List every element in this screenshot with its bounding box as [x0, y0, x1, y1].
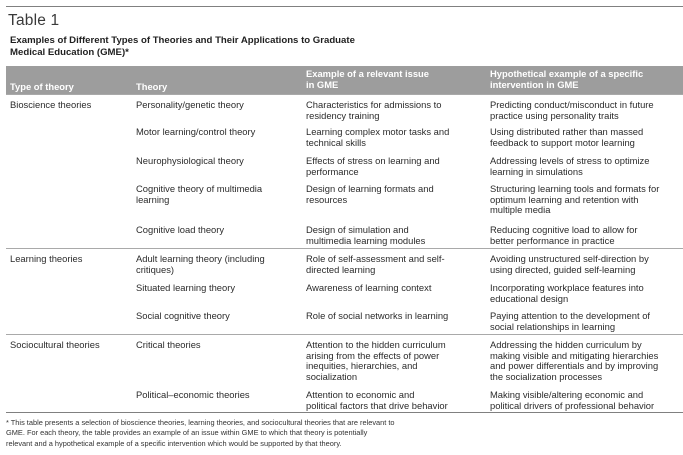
bottom-rule [6, 412, 683, 413]
cell-line: social relationships in learning [490, 320, 616, 332]
caption-line: Examples of Different Types of Theories and Their Applications to Graduate [10, 35, 355, 46]
intervention-cell [490, 156, 649, 177]
table-row [6, 95, 683, 122]
cell-line: Adult learning theory (including [136, 253, 265, 264]
cell-line: Role of social networks in learning [306, 310, 449, 321]
issue-cell [306, 283, 431, 294]
cell-line: Design of simulation and [306, 224, 409, 235]
cell-line: Making visible/altering economic and [490, 389, 644, 400]
cell-line: resources [306, 193, 348, 205]
cell-line: feedback to support motor learning [490, 136, 635, 148]
issue-cell [306, 340, 446, 382]
intervention-cell [490, 340, 658, 382]
theory-cell [136, 254, 265, 275]
issue-cell [306, 225, 425, 246]
cell-line: Incorporating workplace features into [490, 282, 644, 293]
intervention-cell [490, 184, 659, 216]
issue-cell [306, 390, 448, 411]
table-row [6, 179, 683, 220]
cell-line: multiple media [490, 204, 551, 216]
header-line: Example of a relevant issue [306, 68, 429, 79]
table-row [6, 151, 683, 179]
table-caption [10, 35, 480, 58]
intervention-cell [490, 283, 644, 304]
header-type-of-theory: Type of theory [10, 81, 74, 92]
header-line: intervention in GME [490, 78, 579, 90]
issue-cell [306, 254, 445, 275]
table-label: Table 1 [8, 12, 60, 29]
theories-table [6, 66, 683, 415]
cell-line: Learning complex motor tasks and [306, 126, 450, 137]
header-example-issue [306, 69, 429, 90]
cell-line: Avoiding unstructured self-direction by [490, 253, 649, 264]
cell-line: Cognitive theory of multimedia [136, 183, 263, 194]
table-row [6, 278, 683, 306]
theory-cell [136, 311, 230, 322]
cell-line: Personality/genetic theory [136, 99, 244, 110]
cell-line: critiques) [136, 263, 175, 275]
issue-cell [306, 184, 434, 205]
header-hypothetical-intervention [490, 69, 643, 90]
cell-line: directed learning [306, 263, 376, 275]
table-row [6, 385, 683, 415]
theory-cell [136, 283, 235, 294]
type-of-theory-cell: Sociocultural theories [10, 339, 100, 350]
footnote [6, 418, 466, 449]
cell-line: Motor learning/control theory [136, 126, 256, 137]
cell-line: making visible and mitigating hierarchies [490, 349, 659, 361]
intervention-cell [490, 127, 643, 148]
footnote-line: * This table presents a selection of bioscience theories, learning theories, and sociocultural theories that are relevant to [6, 418, 395, 427]
table-row [6, 122, 683, 151]
cell-line: Role of self-assessment and self- [306, 253, 445, 264]
cell-line: Situated learning theory [136, 282, 236, 293]
cell-line: Reducing cognitive load to allow for [490, 224, 638, 235]
table-group [6, 94, 683, 248]
cell-line: learning [136, 193, 170, 205]
table-group [6, 334, 683, 415]
header-line: Hypothetical example of a specific [490, 68, 644, 79]
table-row [6, 220, 683, 248]
type-of-theory-cell: Learning theories [10, 253, 83, 264]
cell-line: political drivers of professional behavior [490, 399, 655, 411]
cell-line: technical skills [306, 136, 366, 148]
table-group [6, 248, 683, 334]
cell-line: Using distributed rather than massed [490, 126, 644, 137]
cell-line: multimedia learning modules [306, 234, 426, 246]
intervention-cell [490, 100, 654, 121]
cell-line: better performance in practice [490, 234, 615, 246]
cell-line: Design of learning formats and [306, 183, 434, 194]
cell-line: the socialization processes [490, 370, 603, 382]
intervention-cell [490, 311, 650, 332]
header-theory: Theory [136, 81, 168, 92]
table-row [6, 306, 683, 334]
cell-line: Structuring learning tools and formats for [490, 183, 660, 194]
cell-line: Predicting conduct/misconduct in future [490, 99, 654, 110]
cell-line: Awareness of learning context [306, 282, 432, 293]
footnote-line: relevant and a hypothetical example of a specific intervention which would be supported by that theory. [6, 438, 342, 448]
cell-line: learning in simulations [490, 165, 583, 177]
theory-cell [136, 390, 250, 401]
intervention-cell [490, 390, 654, 411]
issue-cell [306, 100, 441, 121]
cell-line: Cognitive load theory [136, 224, 225, 235]
cell-line: Neurophysiological theory [136, 155, 244, 166]
cell-line: Social cognitive theory [136, 310, 230, 321]
cell-line: residency training [306, 109, 380, 121]
issue-cell [306, 311, 448, 322]
theory-cell [136, 184, 262, 205]
top-rule [6, 6, 683, 7]
cell-line: Critical theories [136, 339, 201, 350]
cell-line: practice using personality traits [490, 109, 619, 121]
cell-line: inequities, hierarchies, and [306, 360, 418, 372]
theory-cell [136, 225, 224, 236]
cell-line: Political–economic theories [136, 389, 250, 400]
footnote-line: GME. For each theory, the table provides an example of an issue within GME to which that theory is potentially [6, 428, 368, 438]
cell-line: socialization [306, 370, 358, 382]
cell-line: using directed, guided self-learning [490, 263, 636, 275]
intervention-cell [490, 254, 649, 275]
issue-cell [306, 127, 449, 148]
cell-line: Addressing the hidden curriculum by [490, 339, 642, 350]
cell-line: optimum learning and retention with [490, 193, 639, 205]
cell-line: Paying attention to the development of [490, 310, 651, 321]
theory-cell [136, 100, 244, 111]
cell-line: Effects of stress on learning and [306, 155, 440, 166]
theory-cell [136, 156, 244, 167]
caption-line: Medical Education (GME)* [10, 46, 129, 58]
issue-cell [306, 156, 440, 177]
cell-line: Attention to economic and [306, 389, 415, 400]
table-header [6, 66, 683, 94]
cell-line: and power differentials and by improving [490, 360, 659, 372]
table-row [6, 249, 683, 278]
cell-line: educational design [490, 292, 569, 304]
cell-line: Characteristics for admissions to [306, 99, 442, 110]
header-line: in GME [306, 78, 339, 90]
table-row [6, 335, 683, 385]
type-of-theory-cell: Bioscience theories [10, 99, 92, 110]
theory-cell [136, 127, 255, 138]
theory-cell [136, 340, 201, 351]
cell-line: Attention to the hidden curriculum [306, 339, 446, 350]
table-body [6, 94, 683, 415]
cell-line: arising from the effects of power [306, 349, 440, 361]
intervention-cell [490, 225, 637, 246]
cell-line: performance [306, 165, 359, 177]
cell-line: political factors that drive behavior [306, 399, 448, 411]
cell-line: Addressing levels of stress to optimize [490, 155, 650, 166]
